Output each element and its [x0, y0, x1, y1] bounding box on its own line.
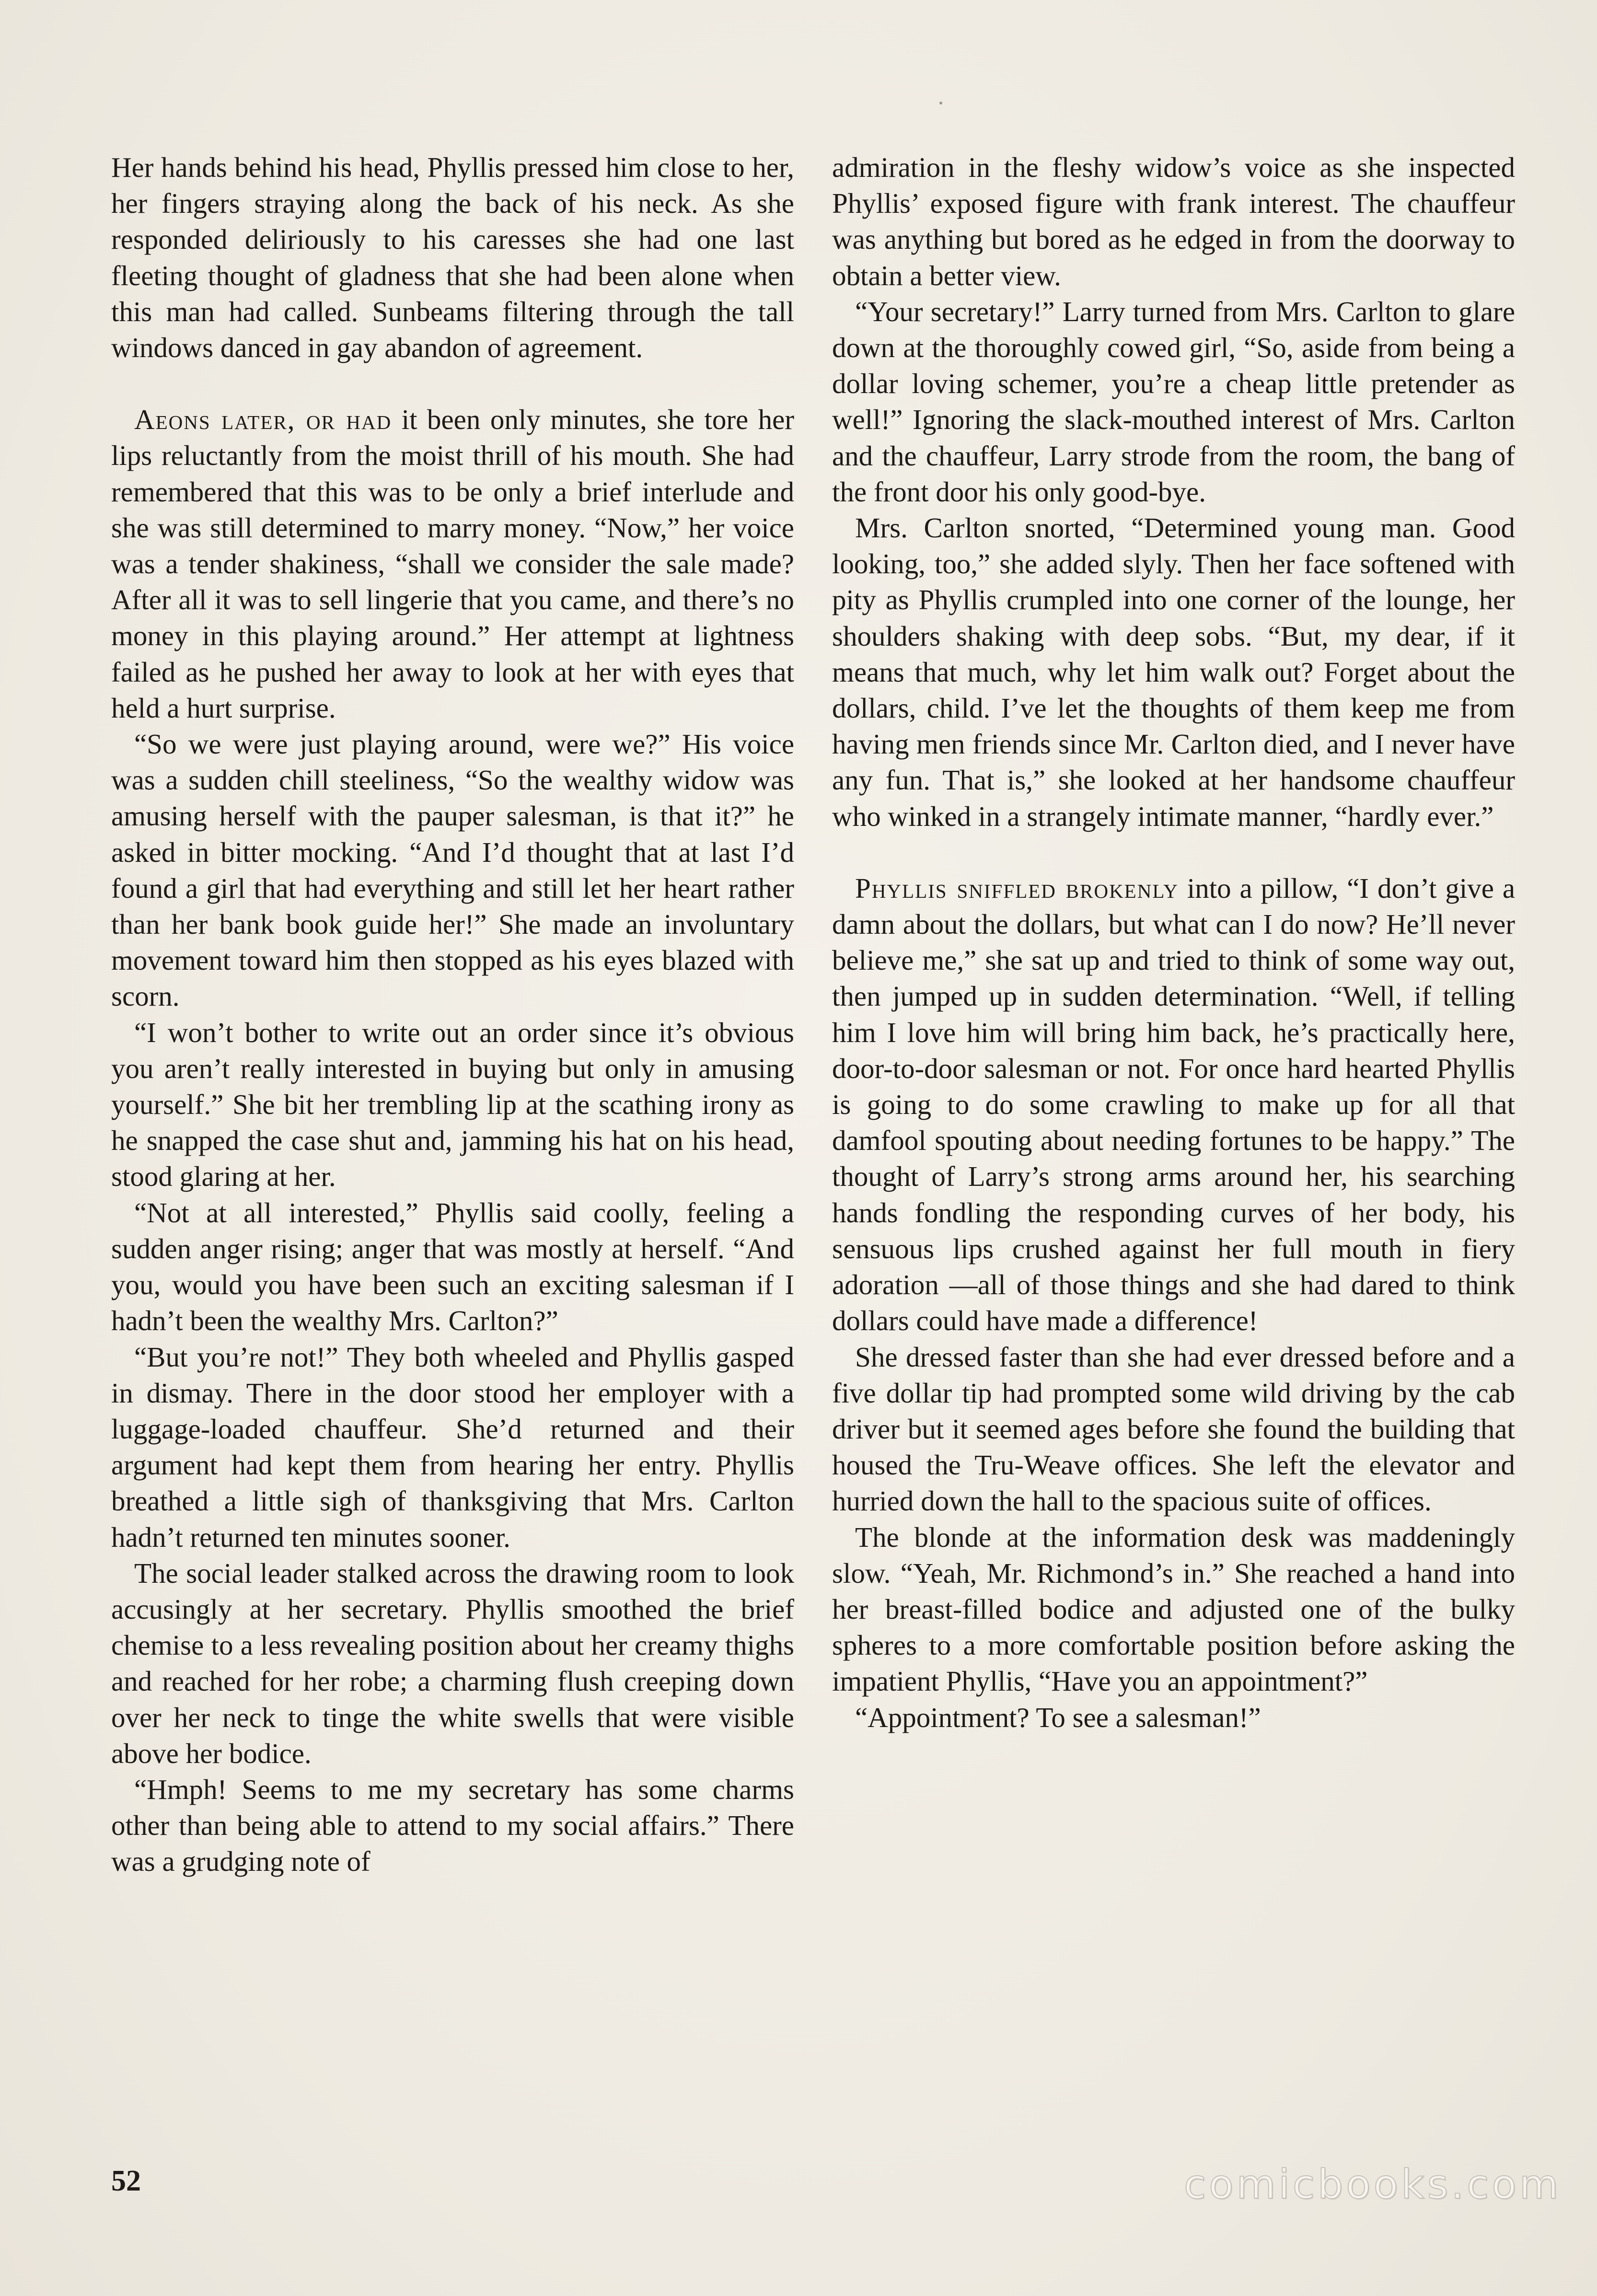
paragraph-text: “But you’re not!” They both wheeled and Phyllis gasped in dismay. There in the door stood her employer with a luggage-loaded chauffeur. She’d returned and their argument had kept them from hearing her entry. Phyllis breathed a little sigh of thanksgiving that Mrs. Carlton hadn’t returned ten minutes sooner.: [111, 1341, 794, 1553]
left-text-column: [111, 150, 794, 2144]
paragraph: [832, 1519, 1515, 1700]
small-caps-lead-in: Aeons later, or had: [134, 404, 392, 436]
section-opening-paragraph: [832, 870, 1515, 1339]
page-number: 52: [111, 2165, 141, 2197]
paragraph-text: “Your secretary!” Larry turned from Mrs. Carlton to glare down at the thoroughly cowed girl, “So, aside from being a dollar loving schemer, you’re a cheap little pretender as well!” Ignoring the slack-mouthed interest of Mrs. Carlton and the chauffeur, Larry strode from the room, the bang of the front door his only good-bye.: [832, 295, 1515, 508]
paragraph-text: The blonde at the information desk was maddeningly slow. “Yeah, Mr. Richmond’s in.” She reached a hand into her breast-filled bodice and adjusted one of the bulky spheres to a more comfortable position before asking the impatient Phyllis, “Have you an appointment?”: [832, 1521, 1515, 1697]
continued-paragraph: [832, 150, 1515, 294]
small-caps-lead-in: Phyllis sniffled brokenly: [855, 872, 1179, 904]
paragraph: [111, 1772, 794, 1880]
paragraph: [111, 726, 794, 1015]
paragraph: [111, 150, 794, 366]
paragraph-text: it been only minutes, she tore her lips reluctantly from the moist thrill of his mouth. She had remembered that this was to be only a brief interlude and she was still determined to marry money. “Now,” her voice was a tender shakiness, “shall we consider the sale made? After all it was to sell lingerie that you came, and there’s no money in this playing around.” Her attempt at lightness failed as he pushed her away to look at her with eyes that held a hurt surprise.: [111, 404, 794, 724]
paragraph-text: into a pillow, “I don’t give a damn about the dollars, but what can I do now? He’ll never believe me,” she sat up and tried to think of some way out, then jumped up in sudden determination. “Well, if telling him I love him will bring him back, he’s practically here, door-to-door salesman or not. For once hard hearted Phyllis is going to do some crawling to make up for all that damfool spouting about needing fortunes to be happy.” The thought of Larry’s strong arms around her, his searching hands fondling the responding curves of her body, his sensuous lips crushed against her full mouth in fiery adoration —all of those things and she had dared to think dollars could have made a difference!: [832, 872, 1515, 1337]
paragraph-text: admiration in the fleshy widow’s voice as she inspected Phyllis’ exposed figure with frank interest. The chauffeur was anything but bored as he edged in from the doorway to obtain a better view.: [832, 151, 1515, 291]
paragraph-text: “Appointment? To see a salesman!”: [855, 1701, 1261, 1733]
paragraph-text: “Not at all interested,” Phyllis said coolly, feeling a sudden anger rising; anger that was mostly at herself. “And you, would you have been such an exciting salesman if I hadn’t been the wealthy Mrs. Carlton?”: [111, 1196, 794, 1337]
watermark-logo: comicbooks.com: [1184, 2161, 1562, 2208]
paragraph: [832, 294, 1515, 510]
paragraph: [111, 1339, 794, 1555]
paragraph-text: The social leader stalked across the drawing room to look accusingly at her secretary. Phyllis smoothed the brief chemise to a less revealing position about her creamy thighs and reached for her robe; a charming flush creeping down over her neck to tinge the white swells that were visible above her bodice.: [111, 1557, 794, 1769]
paragraph: [832, 1700, 1515, 1736]
paragraph-text: “So we were just playing around, were we?” His voice was a sudden chill steeliness, “So the wealthy widow was amusing herself with the pauper salesman, is that it?” he asked in bitter mocking. “And I’d thought that at last I’d found a girl that had everything and still let her heart rather than her bank book guide her!” She made an involuntary movement toward him then stopped as his eyes blazed with scorn.: [111, 728, 794, 1012]
paragraph-text: “Hmph! Seems to me my secretary has some charms other than being able to attend to my social affairs.” There was a grudging note of: [111, 1773, 794, 1878]
right-text-column: [832, 150, 1515, 2144]
print-speck: [939, 102, 942, 104]
paragraph: [111, 1015, 794, 1195]
paragraph: [111, 1195, 794, 1339]
paragraph: [832, 510, 1515, 835]
paragraph-text: She dressed faster than she had ever dressed before and a five dollar tip had prompted some wild driving by the cab driver but it seemed ages before she found the building that housed the Tru-Weave offices. She left the elevator and hurried down the hall to the spacious suite of offices.: [832, 1341, 1515, 1517]
section-opening-paragraph: [111, 402, 794, 726]
paragraph: [111, 1555, 794, 1772]
paragraph-text: Mrs. Carlton snorted, “Determined young man. Good looking, too,” she added slyly. Then her face softened with pity as Phyllis crumpled into one corner of the lounge, her shoulders shaking with deep sobs. “But, my dear, if it means that much, why let him walk out? Forget about the dollars, child. I’ve let the thoughts of them keep me from having men friends since Mr. Carlton died, and I never have any fun. That is,” she looked at her handsome chauffeur who winked in a strangely intimate manner, “hardly ever.”: [832, 512, 1515, 832]
paragraph: [832, 1339, 1515, 1519]
paragraph-text: “I won’t bother to write out an order since it’s obvious you aren’t really interested in buying but only in amusing yourself.” She bit her trembling lip at the scathing irony as he snapped the case shut and, jamming his hat on his head, stood glaring at her.: [111, 1016, 794, 1193]
paragraph-text: Her hands behind his head, Phyllis pressed him close to her, her fingers straying along the back of his neck. As she responded deliriously to his caresses she had one last fleeting thought of gladness that she had been alone when this man had called. Sunbeams filtering through the tall windows danced in gay abandon of agreement.: [111, 151, 794, 364]
